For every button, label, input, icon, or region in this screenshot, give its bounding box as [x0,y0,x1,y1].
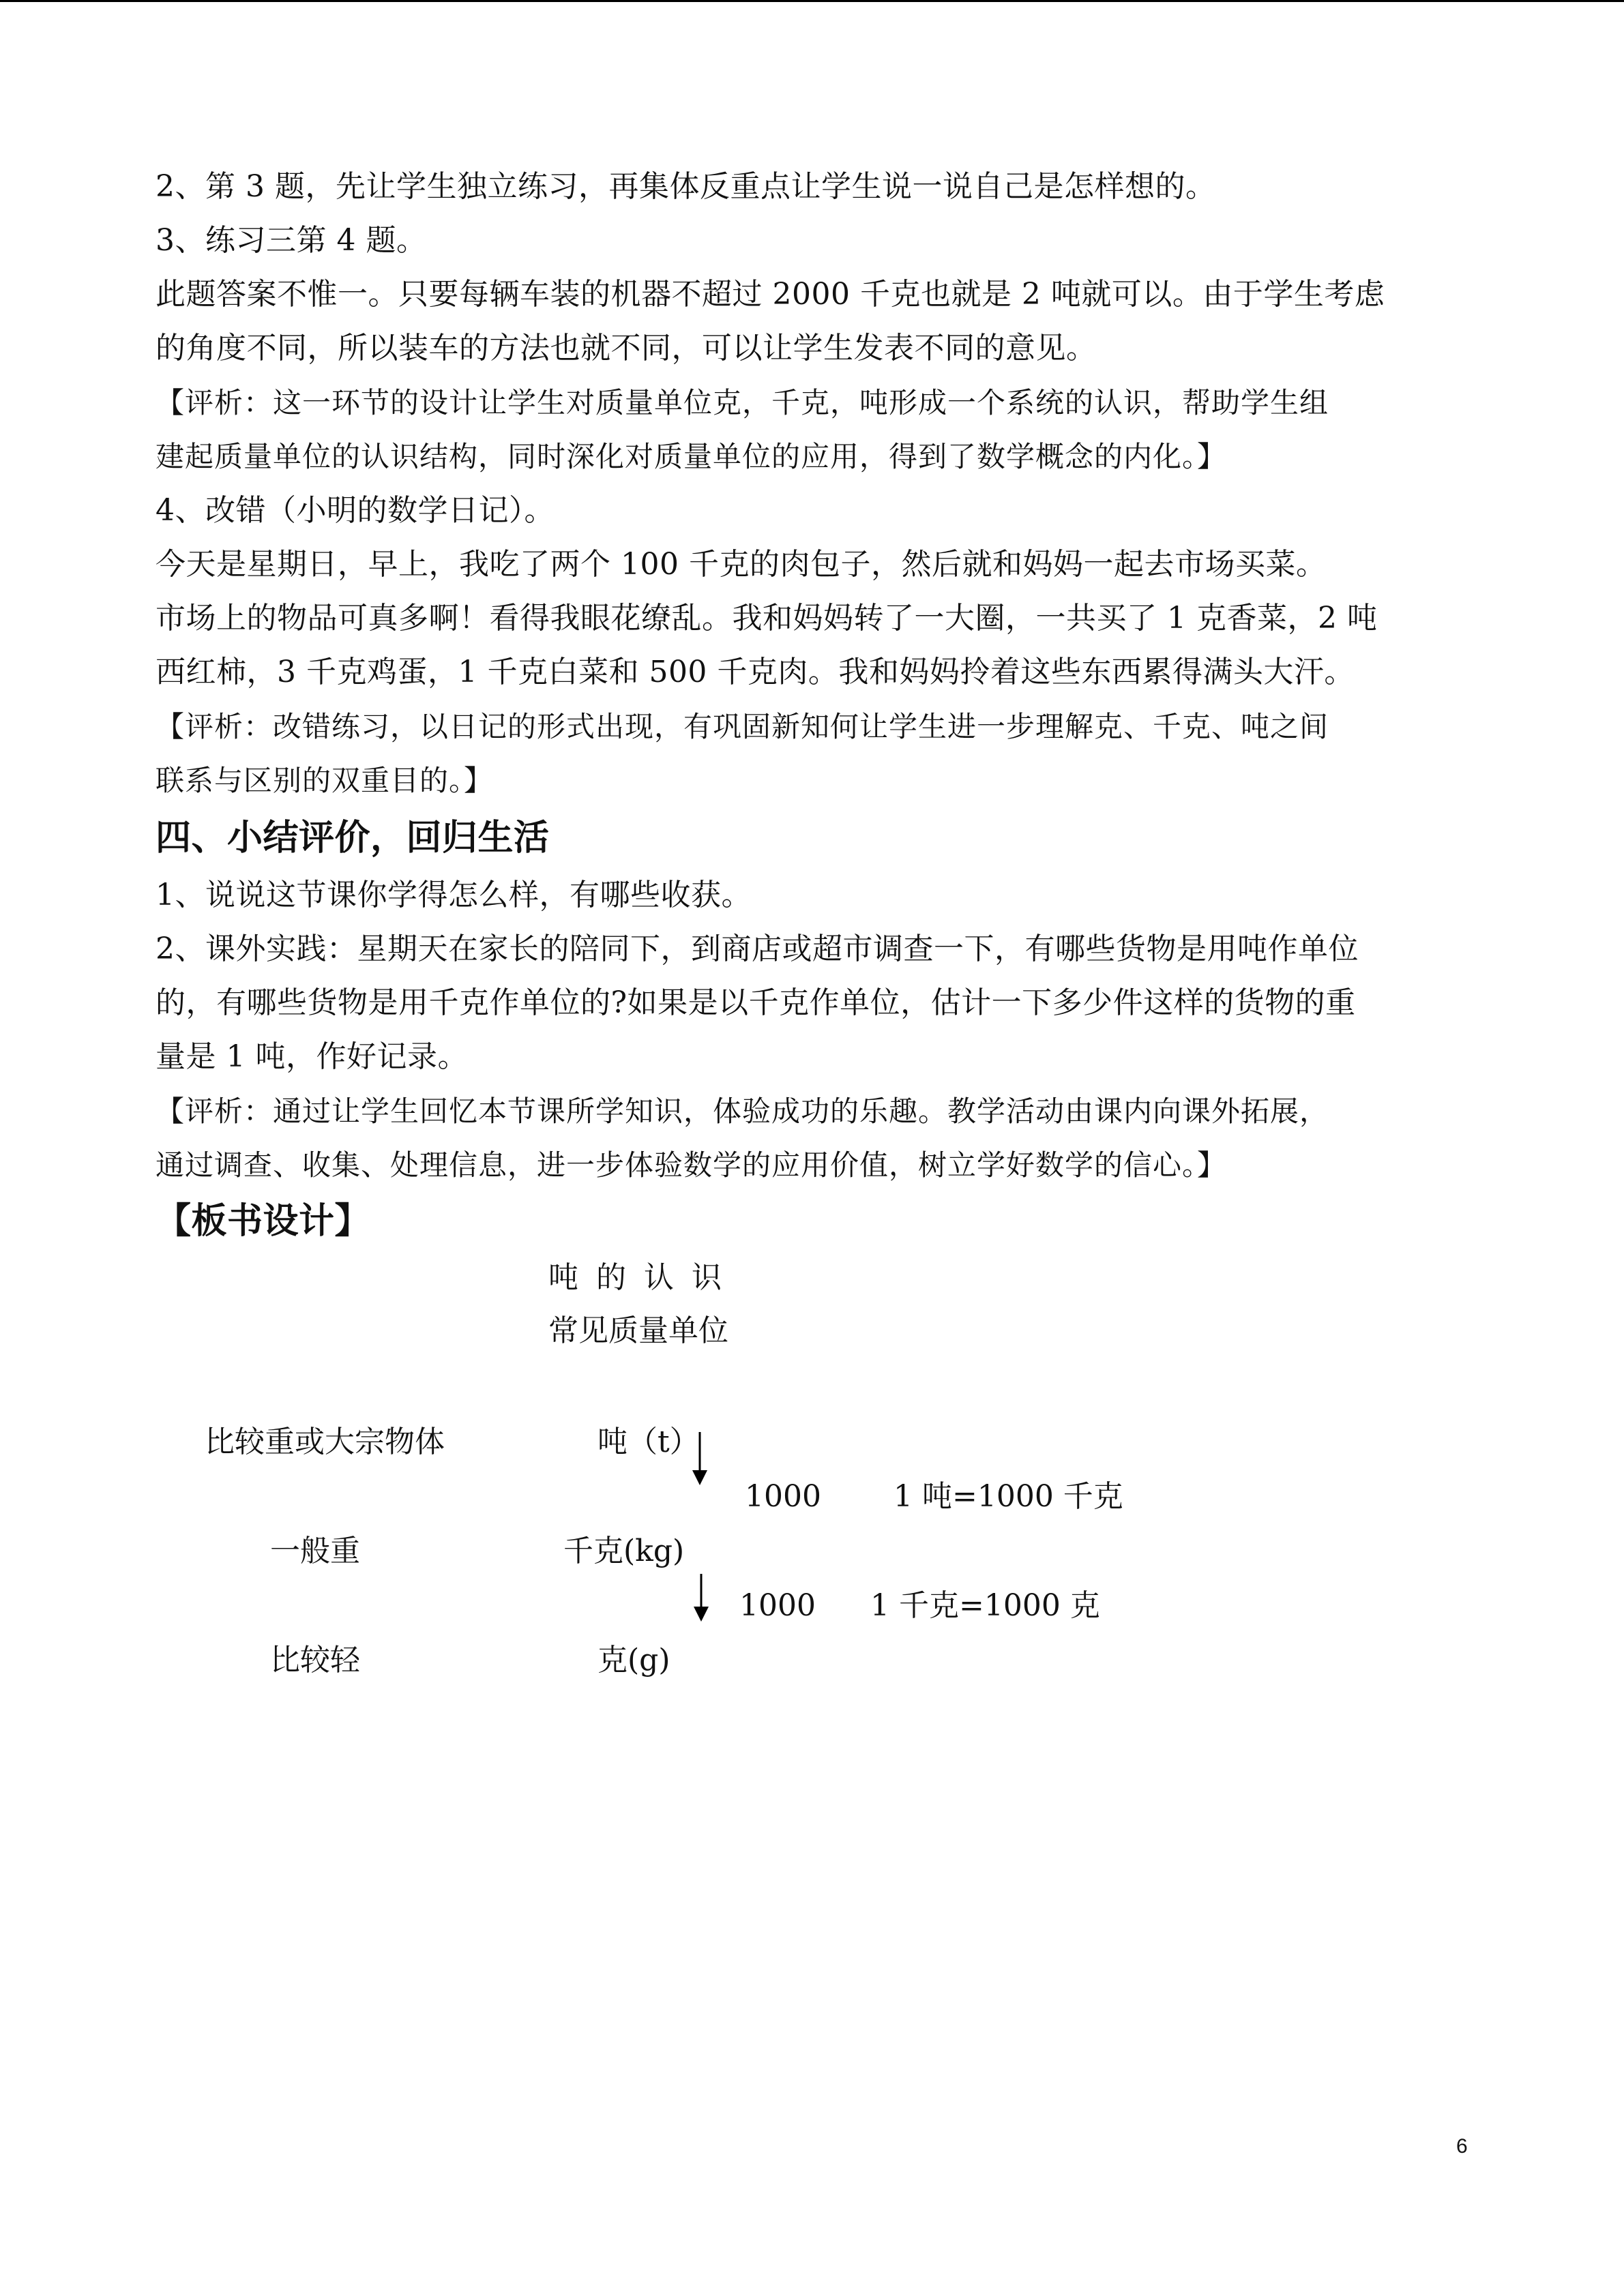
down-arrow-icon [688,1574,715,1623]
paragraph-practice-line-2: 的，有哪些货物是用千克作单位的?如果是以千克作单位，估计一下多少件这样的货物的重 [156,985,1356,1020]
board-equation-kilogram: 1 千克=1000 克 [870,1588,1100,1623]
board-title: 吨 的 认 识 [548,1260,726,1295]
comment-2-line-2: 联系与区别的双重目的。】 [156,764,494,797]
paragraph-practice-4: 3、练习三第 4 题。 [156,223,427,258]
paragraph-exercise-3: 2、第 3 题，先让学生独立练习，再集体反重点让学生说一说自己是怎样想的。 [156,169,1216,204]
diary-line-1: 今天是星期日，早上，我吃了两个 100 千克的肉包子，然后就和妈妈一起去市场买菜。 [156,547,1327,582]
board-row-heavy-label: 比较重或大宗物体 [205,1425,445,1459]
paragraph-answer-line-2: 的角度不同，所以装车的方法也就不同，可以让学生发表不同的意见。 [156,331,1097,366]
board-rate-kg-g: 1000 [739,1588,816,1623]
board-unit-ton: 吨（t） [597,1425,700,1459]
comment-1-line-2: 建起质量单位的认识结构，同时深化对质量单位的应用，得到了数学概念的内化。】 [156,440,1227,473]
page-number: 6 [1456,2135,1468,2158]
board-row-normal-label: 一般重 [270,1534,360,1568]
page-top-border [0,0,1624,2]
diary-line-2: 市场上的物品可真多啊！看得我眼花缭乱。我和妈妈转了一大圈，一共买了 1 克香菜，2 吨 [156,601,1378,636]
comment-3-line-1: 【评析：通过让学生回忆本节课所学知识，体验成功的乐趣。教学活动由课内向课外拓展， [156,1094,1329,1128]
board-design-heading: 【板书设计】 [156,1201,371,1242]
down-arrow-icon [686,1432,713,1487]
board-unit-kilogram: 千克(kg) [563,1534,685,1568]
board-rate-ton-kg: 1000 [745,1479,821,1514]
comment-1-line-1: 【评析：这一环节的设计让学生对质量单位克，千克，吨形成一个系统的认识，帮助学生组 [156,386,1329,419]
board-equation-ton: 1 吨=1000 千克 [894,1479,1123,1514]
paragraph-summary-1: 1、说说这节课你学得怎么样，有哪些收获。 [156,878,752,912]
comment-3-line-2: 通过调查、收集、处理信息，进一步体验数学的应用价值，树立学好数学的信心。】 [156,1148,1227,1182]
section-heading-summary: 四、小结评价，回归生活 [156,818,550,859]
diary-line-3: 西红柿，3 千克鸡蛋，1 千克白菜和 500 千克肉。我和妈妈拎着这些东西累得满头大汗。 [156,655,1355,689]
comment-2-line-1: 【评析：改错练习，以日记的形式出现，有巩固新知何让学生进一步理解克、千克、吨之间 [156,710,1329,743]
paragraph-answer-line-1: 此题答案不惟一。只要每辆车装的机器不超过 2000 千克也就是 2 吨就可以。由于学生考虑 [156,277,1385,312]
board-unit-gram: 克(g) [597,1643,670,1678]
paragraph-practice-line-3: 量是 1 吨，作好记录。 [156,1039,468,1074]
paragraph-correction-title: 4、改错（小明的数学日记）。 [156,493,555,528]
board-row-light-label: 比较轻 [270,1643,360,1678]
paragraph-practice-line-1: 2、课外实践：星期天在家长的陪同下，到商店或超市调查一下，有哪些货物是用吨作单位 [156,931,1359,966]
board-subtitle: 常见质量单位 [548,1313,728,1348]
